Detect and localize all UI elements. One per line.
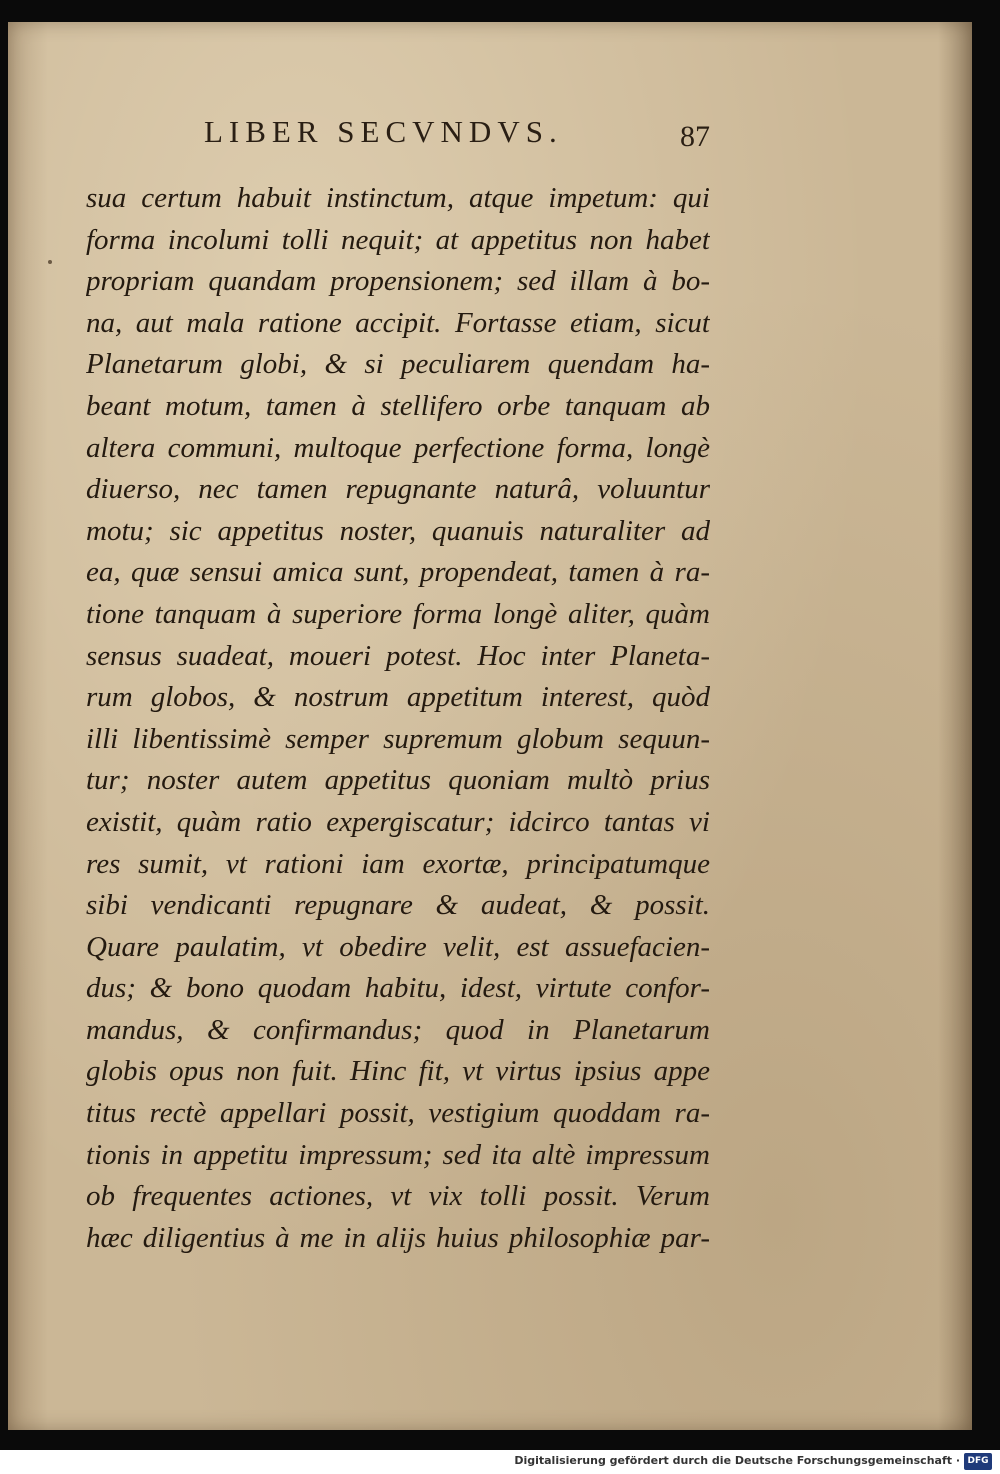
page-number: 87	[680, 120, 710, 153]
dfg-logo: DFG	[964, 1453, 992, 1470]
text-line: titus rectè appellari possit, vestigium quoddam ra-	[86, 1097, 710, 1130]
funding-credit: Digitalisierung gefördert durch die Deutsche Forschungsgemeinschaft ·	[514, 1454, 960, 1467]
body-text	[86, 178, 710, 1259]
text-line: diuerso, nec tamen repugnante naturâ, voluuntur	[86, 473, 710, 506]
text-line: res sumit, vt rationi iam exortæ, principatumque	[86, 847, 710, 880]
book-page	[8, 22, 972, 1430]
text-line: ea, quæ sensui amica sunt, propendeat, tamen à ra-	[86, 556, 710, 589]
text-line: hæc diligentius à me in alijs huius philosophiæ par-	[86, 1221, 710, 1254]
text-line: tionis in appetitu impressum; sed ita altè impressum	[86, 1138, 710, 1171]
text-line: dus; & bono quodam habitu, idest, virtute confor-	[86, 972, 710, 1005]
text-line: sua certum habuit instinctum, atque impetum: qui	[86, 182, 710, 214]
text-line: rum globos, & nostrum appetitum interest, quòd	[86, 681, 710, 714]
text-line: mandus, & confirmandus; quod in Planetarum	[86, 1013, 710, 1046]
text-line: propriam quandam propensionem; sed illam à bo-	[86, 265, 710, 298]
text-line: illi libentissimè semper supremum globum sequun-	[86, 722, 710, 755]
text-line: motu; sic appetitus noster, quanuis naturaliter ad	[86, 514, 710, 547]
footer-bar	[0, 1450, 1000, 1474]
text-line: na, aut mala ratione accipit. Fortasse etiam, sicut	[86, 306, 710, 339]
page-header	[8, 114, 972, 164]
running-head: LIBER SECVNDVS.	[204, 114, 563, 149]
text-line: altera communi, multoque perfectione forma, longè	[86, 431, 710, 464]
margin-dot	[48, 260, 52, 264]
text-line: sensus suadeat, moueri potest. Hoc inter Planeta-	[86, 639, 710, 672]
text-line: existit, quàm ratio expergiscatur; idcirco tantas vi	[86, 805, 710, 838]
text-line: beant motum, tamen à stellifero orbe tanquam ab	[86, 389, 710, 422]
text-line: sibi vendicanti repugnare & audeat, & possit.	[86, 889, 710, 922]
text-line: tur; noster autem appetitus quoniam multò prius	[86, 764, 710, 797]
text-line: tione tanquam à superiore forma longè aliter, quàm	[86, 597, 710, 630]
text-line: Planetarum globi, & si peculiarem quendam ha-	[86, 348, 710, 381]
text-line: ob frequentes actiones, vt vix tolli possit. Verum	[86, 1180, 710, 1213]
text-line: globis opus non fuit. Hinc fit, vt virtus ipsius appe	[86, 1055, 710, 1088]
text-line: Quare paulatim, vt obedire velit, est assuefacien-	[86, 930, 710, 963]
text-line: forma incolumi tolli nequit; at appetitus non habet	[86, 223, 710, 256]
